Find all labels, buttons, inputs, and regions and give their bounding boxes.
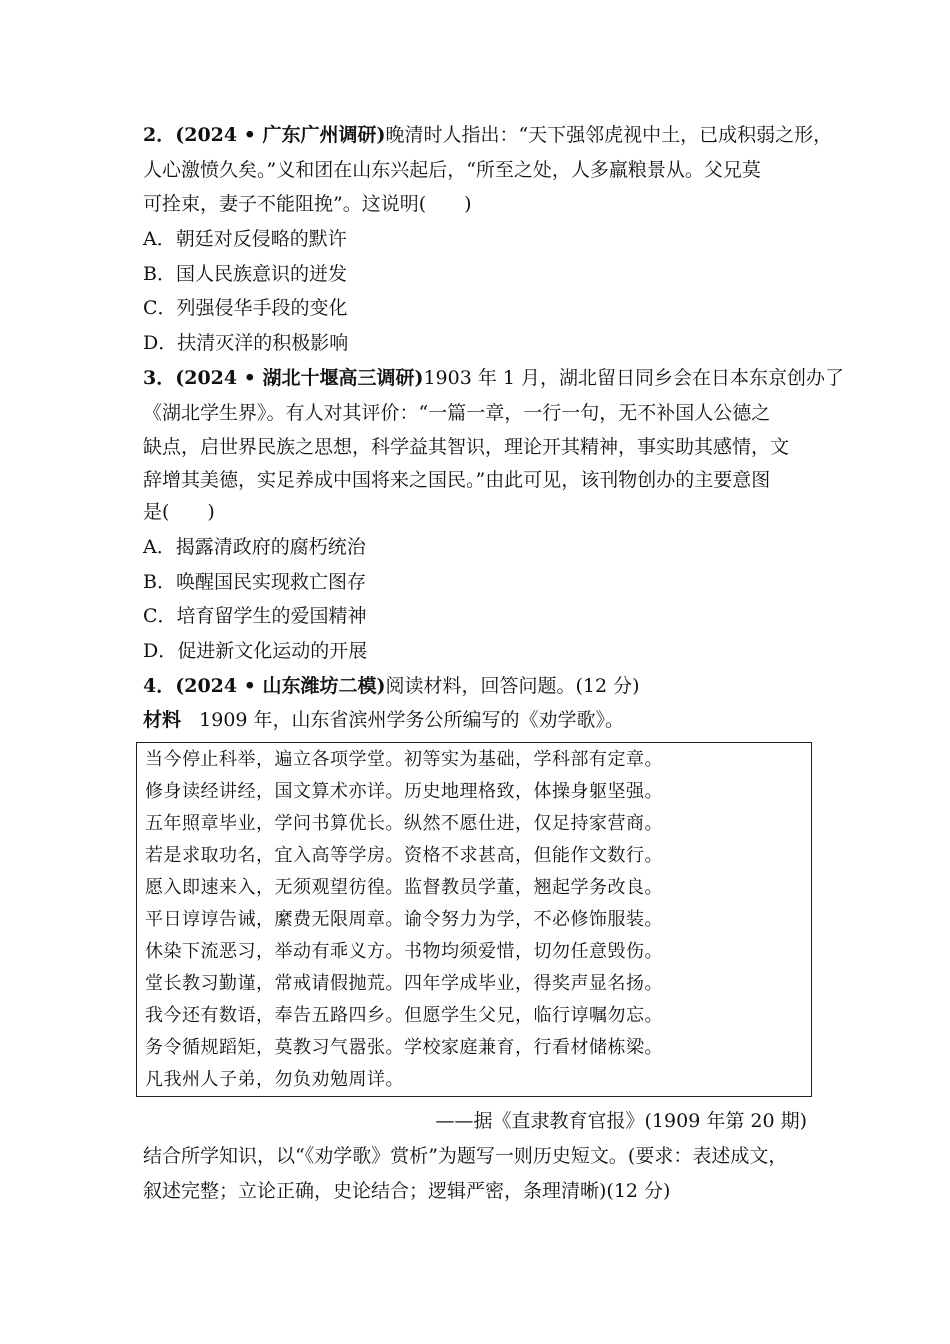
q2-stem-2: 人心激愤久矣。”义和团在山东兴起后，“所至之处，人多羸粮景从。父兄莫 xyxy=(143,159,761,181)
q2-option-b: B．国人民族意识的迸发 xyxy=(143,263,347,285)
q4-number: 4． xyxy=(143,675,176,697)
poem-line: 平日谆谆告诫，縻费无限周章。谕令努力为学，不必修饰服装。 xyxy=(145,909,663,930)
q3-option-b: B．唤醒国民实现救亡图存 xyxy=(143,571,366,593)
q2-stem-3: 可拴束，妻子不能阻挽”。这说明( ) xyxy=(143,193,472,215)
q4-line-1 xyxy=(143,669,823,703)
q4-source: (2024 • 山东潍坊二模) xyxy=(175,675,386,697)
poem-line: 务令循规蹈矩，莫教习气嚣张。学校家庭兼育，行看材储栋梁。 xyxy=(145,1037,663,1058)
poem-line: 修身读经讲经，国文算术亦详。历史地理格致，体操身躯坚强。 xyxy=(145,781,663,802)
q4-material-line xyxy=(143,703,823,737)
poem-line: 我今还有数语，奉告五路四乡。但愿学生父兄，临行谆嘱勿忘。 xyxy=(145,1005,663,1026)
q3-option-c: C．培育留学生的爱国精神 xyxy=(143,605,367,627)
q3-line-1 xyxy=(143,361,845,395)
q2-line-1 xyxy=(143,118,833,152)
poem-line: 凡我州人子弟，勿负劝勉周详。 xyxy=(145,1069,404,1090)
q4-task-2: 叙述完整；立论正确，史论结合；逻辑严密，条理清晰)(12 分) xyxy=(143,1180,671,1202)
q2-option-d: D．扶清灭洋的积极影响 xyxy=(143,332,349,354)
q4-task-1: 结合所学知识，以“《劝学歌》赏析”为题写一则历史短文。(要求：表述成文， xyxy=(143,1145,788,1167)
poem-box xyxy=(136,742,812,1097)
q3-stem-3: 缺点，启世界民族之思想，科学益其智识，理论开其精神，事实助其感情，文 xyxy=(143,436,790,458)
poem-source: ——据《直隶教育官报》(1909 年第 20 期) xyxy=(435,1110,807,1132)
poem-line: 当今停止科举，遍立各项学堂。初等实为基础，学科部有定章。 xyxy=(145,749,663,770)
poem-line: 愿入即速来入，无须观望彷徨。监督教员学董，翘起学务改良。 xyxy=(145,877,663,898)
poem-line: 休染下流恶习，举动有乖义方。书物均须爱惜，切勿任意毁伤。 xyxy=(145,941,663,962)
q3-source: (2024 • 湖北十堰高三调研) xyxy=(175,367,424,389)
q2-number: 2． xyxy=(143,124,176,146)
q2-stem-1: 晚清时人指出：“天下强邻虎视中土，已成积弱之形， xyxy=(385,124,833,146)
q3-stem-5: 是( ) xyxy=(143,501,215,523)
q3-stem-1: 1903 年 1 月，湖北留日同乡会在日本东京创办了 xyxy=(423,367,845,389)
q2-option-a: A．朝廷对反侵略的默许 xyxy=(143,228,347,250)
q3-option-a: A．揭露清政府的腐朽统治 xyxy=(143,536,366,558)
poem-line: 堂长教习勤谨，常戒请假抛荒。四年学成毕业，得奖声显名扬。 xyxy=(145,973,663,994)
poem-line: 若是求取功名，宜入高等学房。资格不求甚高，但能作文数行。 xyxy=(145,845,663,866)
q3-stem-2: 《湖北学生界》。有人对其评价：“一篇一章，一行一句，无不补国人公德之 xyxy=(143,402,771,424)
q4-material-intro: 1909 年，山东省滨州学务公所编写的《劝学歌》。 xyxy=(199,709,625,731)
q2-source: (2024 • 广东广州调研) xyxy=(175,124,386,146)
q4-stem-1: 阅读材料，回答问题。(12 分) xyxy=(385,675,640,697)
q3-option-d: D．促进新文化运动的开展 xyxy=(143,640,368,662)
q3-number: 3． xyxy=(143,367,176,389)
q2-option-c: C．列强侵华手段的变化 xyxy=(143,297,348,319)
q4-material-label: 材料 xyxy=(143,709,182,731)
poem-line: 五年照章毕业，学问书算优长。纵然不愿仕进，仅足持家营商。 xyxy=(145,813,663,834)
q3-stem-4: 辞增其美德，实足养成中国将来之国民。”由此可见，该刊物创办的主要意图 xyxy=(143,469,771,491)
